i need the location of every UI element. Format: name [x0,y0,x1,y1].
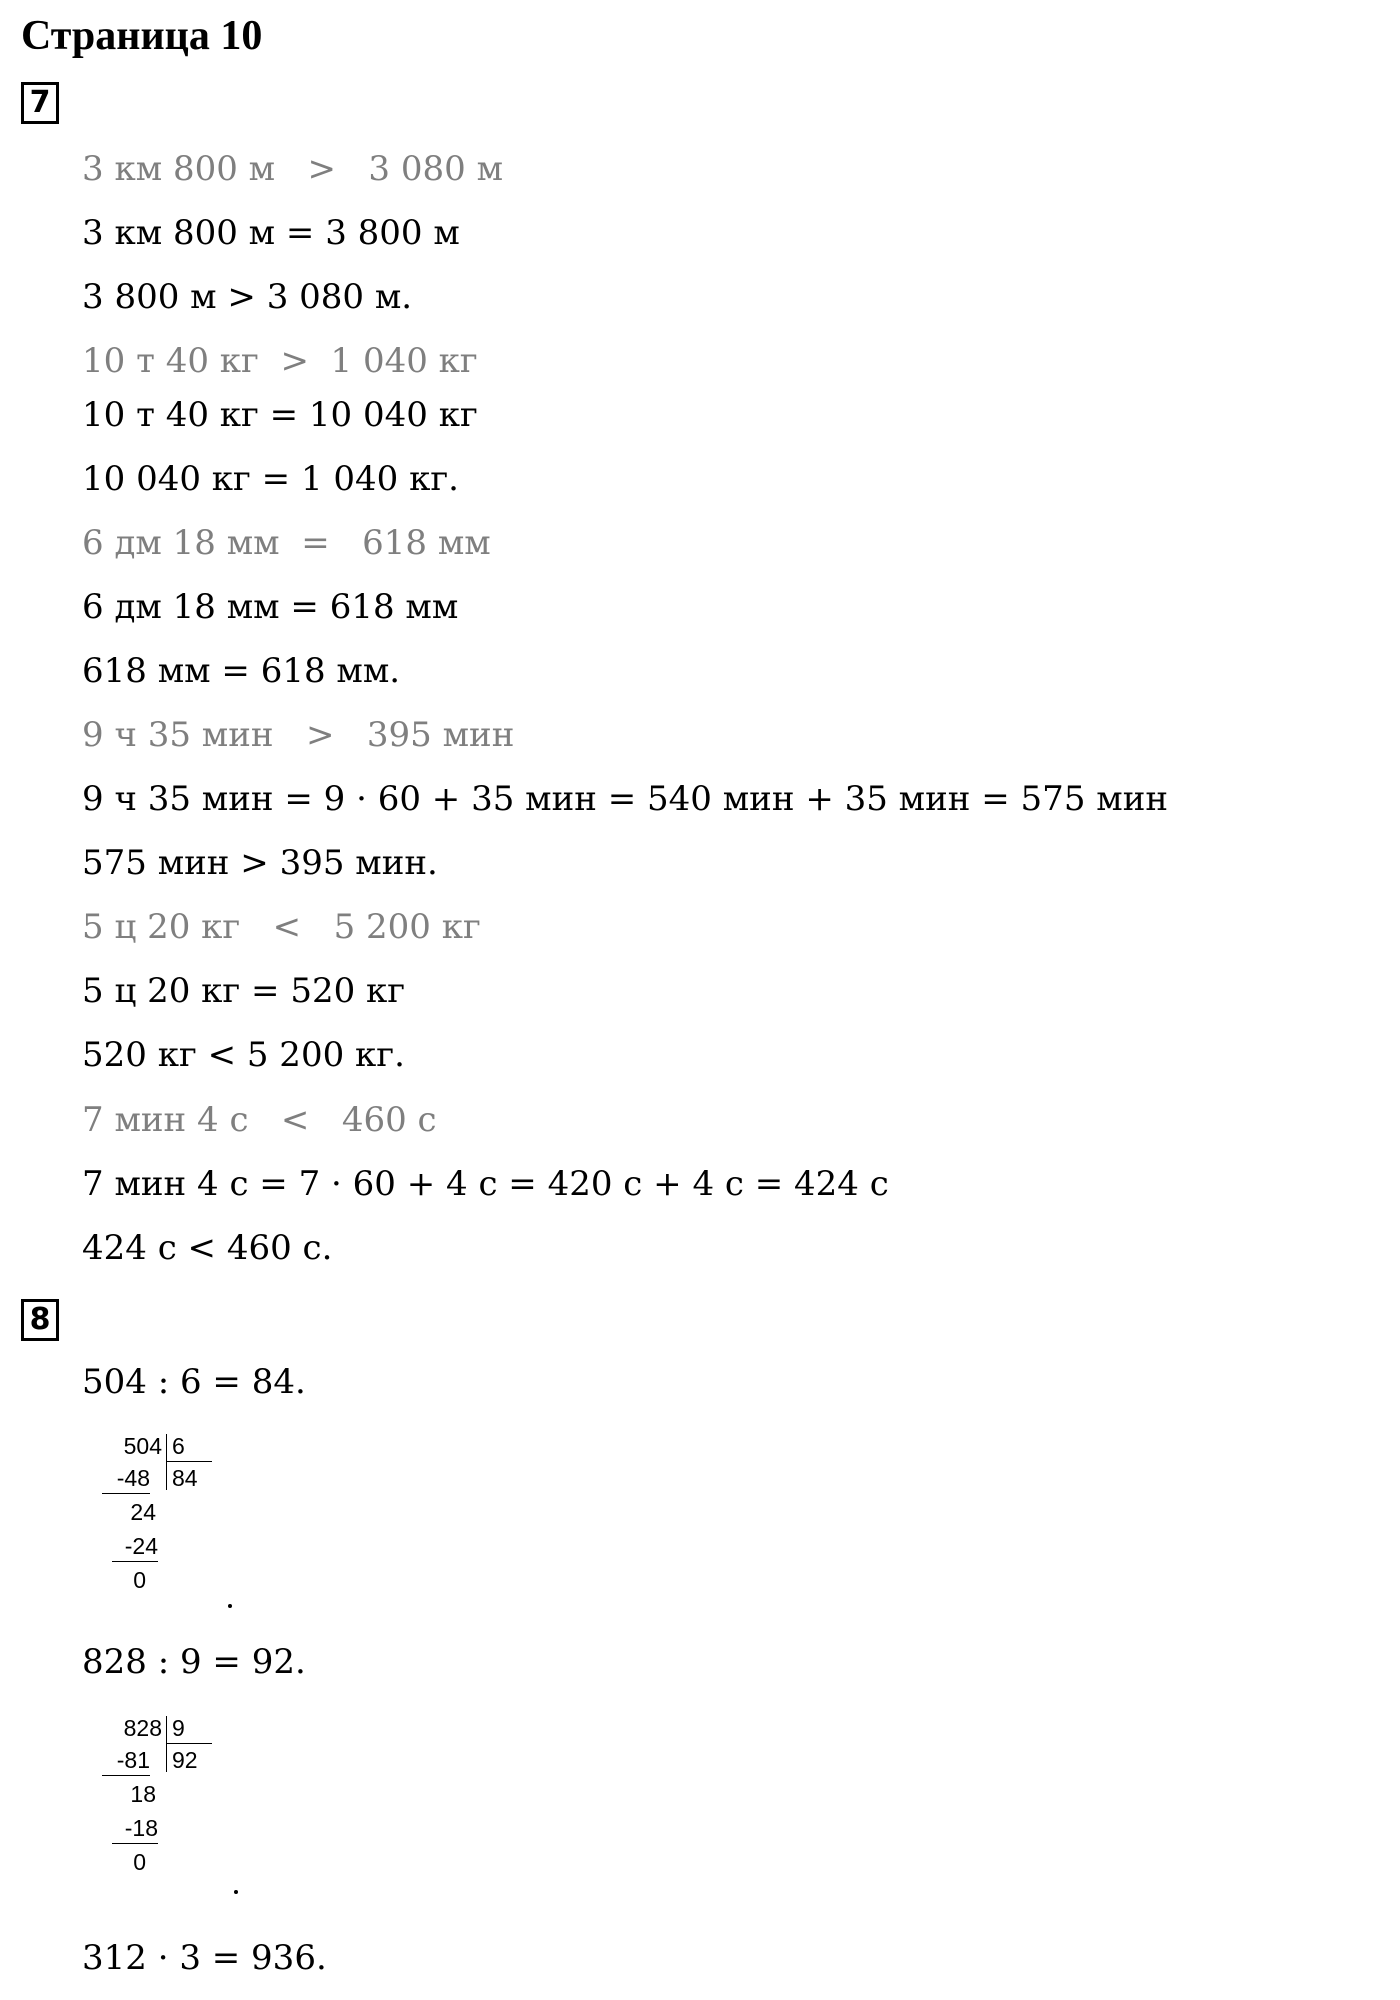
solution-result: 618 мм = 618 мм. [82,651,401,691]
solution-result: 3 800 м > 3 080 м. [82,277,413,317]
period-dot [228,1604,232,1608]
comparison-prompt: 6 дм 18 мм = 618 мм [82,523,491,563]
long-division-divisor: 9 [172,1715,185,1741]
solution-result: 10 040 кг = 1 040 кг. [82,459,459,499]
long-division-final-remainder: 0 [133,1567,146,1593]
solution-step: 10 т 40 кг = 10 040 кг [82,395,478,435]
solution-step: 7 мин 4 с = 7 · 60 + 4 с = 420 с + 4 с = 424 с [82,1164,889,1204]
multiplication-equation: 312 · 3 = 936. [82,1938,327,1978]
long-division-remainder: 18 [130,1781,156,1807]
task-number-7: 7 [21,82,59,124]
solution-step: 6 дм 18 мм = 618 мм [82,587,459,627]
long-division-final-remainder: 0 [133,1849,146,1875]
long-division [100,1432,240,1612]
long-division-dividend: 504 [123,1433,162,1459]
comparison-prompt: 9 ч 35 мин > 395 мин [82,715,515,755]
comparison-prompt: 10 т 40 кг > 1 040 кг [82,341,478,381]
division-equation: 828 : 9 = 92. [82,1642,306,1682]
comparison-prompt: 5 ц 20 кг < 5 200 кг [82,907,481,947]
division-equation: 504 : 6 = 84. [82,1362,306,1402]
long-division-dividend: 828 [123,1715,162,1741]
long-division-quotient: 92 [172,1747,198,1773]
long-division [100,1714,240,1894]
solution-result: 424 с < 460 с. [82,1228,333,1268]
long-division-subtrahend: -48 [116,1465,150,1491]
solution-result: 575 мин > 395 мин. [82,843,438,883]
long-division-quotient: 84 [172,1465,198,1491]
long-division-divisor: 6 [172,1433,185,1459]
long-division-subtrahend: -81 [116,1747,150,1773]
long-division-remainder: 24 [130,1499,156,1525]
solution-step: 5 ц 20 кг = 520 кг [82,971,406,1011]
comparison-prompt: 7 мин 4 с < 460 с [82,1100,437,1140]
page-title: Страница 10 [21,13,263,59]
long-division-subtrahend: -24 [124,1533,158,1559]
period-dot [234,1890,238,1894]
solution-step: 3 км 800 м = 3 800 м [82,213,460,253]
comparison-prompt: 3 км 800 м > 3 080 м [82,149,504,189]
solution-step: 9 ч 35 мин = 9 · 60 + 35 мин = 540 мин + 35 мин = 575 мин [82,779,1169,819]
solution-result: 520 кг < 5 200 кг. [82,1035,405,1075]
task-number-8: 8 [21,1299,59,1341]
long-division-subtrahend: -18 [124,1815,158,1841]
